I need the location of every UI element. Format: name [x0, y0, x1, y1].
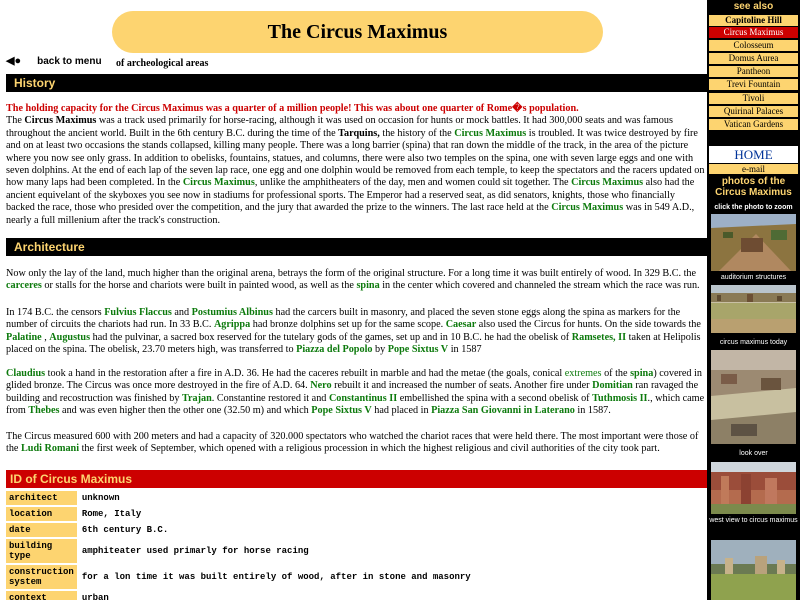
sidebar-item-vatican-gardens[interactable]: Vatican Gardens	[709, 119, 798, 130]
link-augustus[interactable]: Augustus	[49, 331, 91, 343]
link-thebes[interactable]: Thebes	[28, 405, 60, 417]
link-caesar[interactable]: Caesar	[445, 319, 477, 331]
id-key: date	[6, 523, 77, 537]
id-value: unknown	[81, 493, 120, 503]
back-to-menu-link[interactable]	[6, 54, 102, 67]
photo-look-over[interactable]	[711, 350, 796, 444]
architecture-para-2: In 174 B.C. the censors Fulvius Flaccus and Postumius Albinus had the carcers built in masonry, and placed the seven stone eggs along the spina as markers for the number of circuits the chariots had run. In 33 B.C. Agrippa had bronze dolphins set up for the same scope. Caesar also used the Circus for hunts. On the side towards the Palatine , Augustus had the pulvinar, a sacred box reserved for the tutelary gods of the games, set up and in 10 B.C. he had the obelisk of Ramsetes, II taken at Helipolis placed on the spina. The obelisk, 23.70 meters high, was transferred to Piazza del Popolo by Pope Sixtus V in 1587	[6, 307, 701, 356]
link-extremes[interactable]: extremes	[564, 368, 602, 379]
id-value: Rome, Italy	[81, 509, 142, 519]
id-key: architect	[6, 491, 77, 505]
link-nero[interactable]: Nero	[310, 380, 332, 392]
zoom-hint: click the photo to zoom	[714, 204, 793, 211]
link-domitian[interactable]: Domitian	[592, 380, 633, 392]
history-term: Tarquins,	[338, 127, 380, 139]
link-trajan[interactable]: Trajan	[181, 392, 212, 404]
id-key: construction system	[6, 565, 77, 589]
photo-ruins[interactable]	[711, 462, 796, 514]
link-ramsetes[interactable]: Ramsetes, II	[571, 331, 627, 343]
link-claudius[interactable]: Claudius	[6, 368, 46, 379]
id-value: amphiteater used primarly for horse racing	[81, 546, 309, 556]
link-pope-sixtus[interactable]: Pope Sixtus V	[311, 405, 372, 417]
caption-west-view: west view to circus maximus	[709, 517, 798, 524]
link-postumius-albinus[interactable]: Postumius Albinus	[191, 307, 273, 318]
architecture-heading: Architecture	[6, 238, 707, 256]
archeological-areas-label: of archeological areas	[116, 58, 209, 69]
link-circus-maximus[interactable]: Circus Maximus	[571, 177, 644, 189]
link-circus-maximus[interactable]: Circus Maximus	[454, 127, 527, 139]
page-title: The Circus Maximus	[112, 11, 603, 53]
see-also-title: see also	[733, 1, 774, 12]
sidebar-item-circus-maximus[interactable]: Circus Maximus	[709, 27, 798, 38]
id-card-heading: ID of Circus Maximus	[6, 470, 707, 488]
sidebar	[707, 0, 800, 600]
photo-west-view[interactable]	[711, 540, 796, 600]
link-tuthmosis[interactable]: Tuthmosis II	[592, 392, 648, 404]
sidebar-item-domus-aurea[interactable]: Domus Aurea	[709, 53, 798, 64]
link-fulvius-flaccus[interactable]: Fulvius Flaccus	[104, 307, 172, 318]
architecture-para-1: Now only the lay of the land, much higher than the original arena, betrays the form of the original structure. For a long time it was built entirely of wood. In 329 B.C. the carceres or stalls for the horse and chariots were built in painted wood, as well as the spina in the center which covered and channeled the stream which the race was run.	[6, 268, 700, 292]
link-pope-sixtus[interactable]: Pope Sixtus V	[387, 344, 449, 356]
email-link[interactable]: e-mail	[709, 164, 798, 174]
link-spina[interactable]: spina	[630, 368, 654, 379]
back-arrow-icon: ◀●	[6, 55, 22, 67]
link-piazza-del-popolo[interactable]: Piazza del Popolo	[296, 344, 373, 356]
link-circus-maximus[interactable]: Circus Maximus	[182, 177, 255, 189]
id-value: 6th century B.C.	[81, 525, 169, 535]
caption-look-over: look over	[739, 450, 768, 457]
sidebar-item-quirinal-palaces[interactable]: Quirinal Palaces	[709, 106, 798, 117]
sidebar-item-capitoline-hill[interactable]: Capitoline Hill	[709, 15, 798, 26]
link-spina[interactable]: spina	[356, 280, 380, 292]
table-row	[6, 565, 474, 589]
photos-title: photos of the Circus Maximus	[715, 176, 792, 198]
caption-circus-today: circus maximus today	[719, 339, 788, 346]
link-piazza-san-giovanni[interactable]: Piazza San Giovanni in Laterano	[431, 405, 575, 417]
id-key: context	[6, 591, 77, 600]
history-lead: The holding capacity for the Circus Maximus was a quarter of a million people! This was about one quarter of Rome�s population.	[6, 103, 579, 114]
sidebar-item-colosseum[interactable]: Colosseum	[709, 40, 798, 51]
home-link[interactable]: HOME	[709, 146, 798, 163]
id-value: urban	[81, 593, 109, 600]
table-row	[6, 591, 474, 600]
id-key: location	[6, 507, 77, 521]
architecture-para-3: Claudius took a hand in the restoration after a fire in A.D. 36. He had the caceres rebuilt in marble and had the metae (the goals, conical extremes of the spina) covered in glided bronze. The Circus was once more destroyed in the fire of A.D. 64. Nero rebuilt it and increased the number of seats. Another fire under Domitian ran ravaged the building and recostruction was finished by Trajan. Constantine restored it and Constantinus II embellished the spina with a second obelisk of Tuthmosis II., which came from Thebes and was even higher then the other one (32.50 m) and which Pope Sixtus V had placed in Piazza San Giovanni in Laterano in 1587.	[6, 368, 705, 417]
caption-auditorium: auditorium structures	[720, 274, 787, 281]
table-row	[6, 523, 474, 537]
sidebar-item-tivoli[interactable]: Tivoli	[709, 93, 798, 104]
id-key: building type	[6, 539, 77, 563]
sidebar-item-trevi-fountain[interactable]: Trevi Fountain	[709, 79, 798, 90]
table-row	[6, 539, 474, 563]
photo-circus-maximus-today[interactable]	[711, 285, 796, 333]
id-card-table	[6, 489, 474, 600]
link-palatine[interactable]: Palatine	[6, 331, 42, 343]
table-row	[6, 491, 474, 505]
history-heading: History	[6, 74, 707, 92]
back-to-menu-label: back to menu	[37, 56, 102, 67]
link-constantinus[interactable]: Constantinus II	[328, 392, 398, 404]
link-circus-maximus[interactable]: Circus Maximus	[551, 202, 624, 214]
link-ludi-romani[interactable]: Ludi Romani	[21, 443, 80, 455]
sidebar-item-pantheon[interactable]: Pantheon	[709, 66, 798, 77]
table-row	[6, 507, 474, 521]
history-text: The holding capacity for the Circus Maximus was a quarter of a million people! This was about one quarter of Rome�s population. The Circus Maximus was a track used primarily for horse-racing, although it was used on occasion for hunts or mock battles. It had 300,000 seats and was famous throughout the ancient world. Built in the 6th century B.C. during the time of the Tarquins, the history of the Circus Maximus is troubled. It was twice destroyed by fire and on at least two occasions the stands collapsed, killing many people. There was a long barrier (spina) that ran down the middle of the track, in the area of the picture where you now see only grass. In addition to obelisks, fountains, statues, and columns, there were also two temples on the spina, one with seven large eggs and one with seven dolphins. At the end of each lap of the seven lap race, one egg and one dolphin would be removed from each temple, to keep the spectators and the racers updated on how many laps had been completed. In the Circus Maximus, unlike the amphitheaters of the day, men and women could sit together. The Circus Maximus also had the ancient equivelant of the skyboxes you see now in stadiums for professional sports. The Emperor had a reserved seat, as did senators, knights, those who financially backed the race, those who presided over the competition, and the jury that awarded the prize to the winners. The last race held at the Circus Maximus was in 549 A.D., nearly a full millenium after the track's construction.	[6, 103, 705, 226]
architecture-para-4: The Circus measured 600 with 200 meters and had a capacity of 320.000 spectators who watched the chariot races that were held there. The most important were those of the Ludi Romani the first week of September, which opened with a religious procession in which the highest religious and civil authorities of the city took part.	[6, 431, 699, 455]
photo-auditorium-structures[interactable]	[711, 214, 796, 271]
link-agrippa[interactable]: Agrippa	[213, 319, 251, 331]
id-value: for a lon time it was built entirely of wood, after in stone and masonry	[81, 572, 471, 582]
link-carceres[interactable]: carceres	[6, 280, 42, 292]
history-term: Circus Maximus	[24, 115, 97, 127]
